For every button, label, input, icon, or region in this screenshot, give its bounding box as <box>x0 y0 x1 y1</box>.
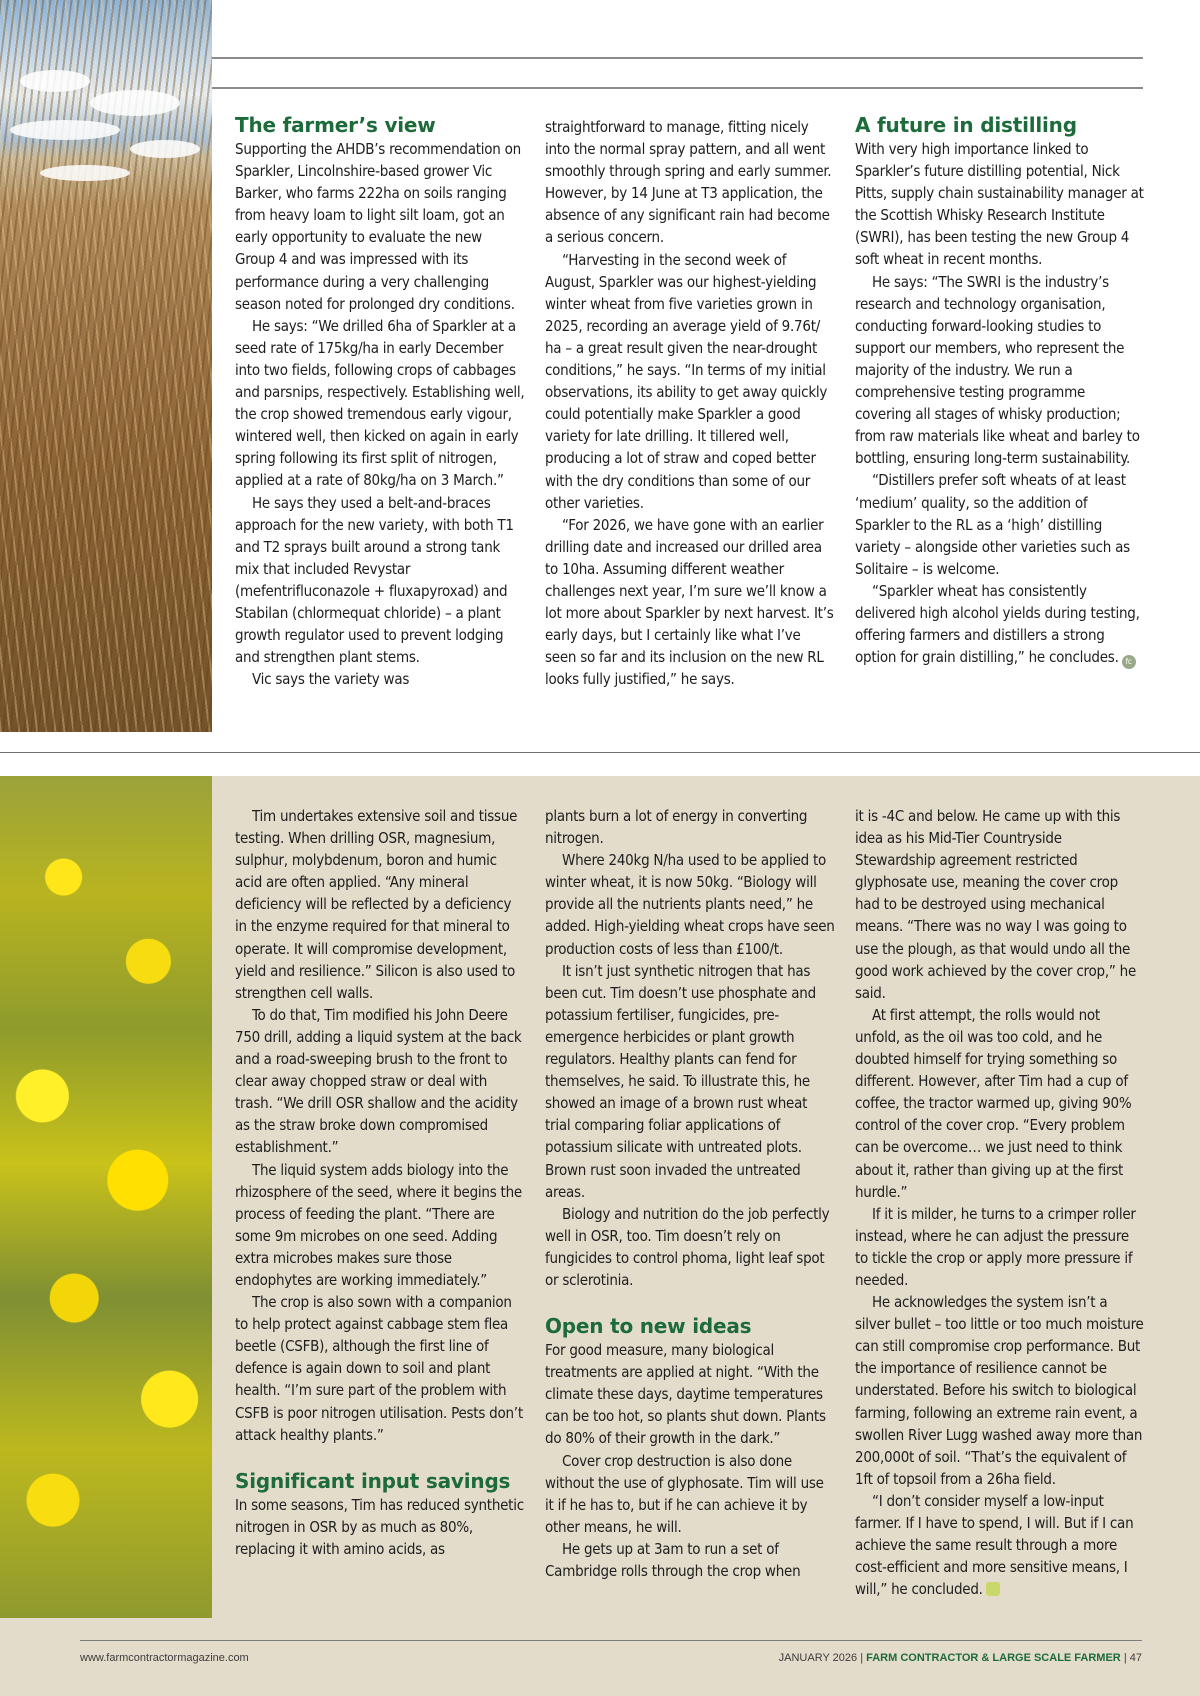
page-number: 47 <box>1129 1652 1142 1664</box>
paragraph: Where 240kg N/ha used to be applied to winter wheat, it is now 50kg. “Biology will provide all the nutrients plants need,” he added. High-yielding wheat crops have seen production costs of less than £100/t. <box>545 851 835 958</box>
top-column-1 <box>235 112 525 690</box>
paragraph: plants burn a lot of energy in converting nitrogen. <box>545 807 808 848</box>
bottom-column-3 <box>855 805 1145 1600</box>
top-column-3 <box>855 112 1145 669</box>
issue-date: JANUARY 2026 <box>778 1652 858 1664</box>
footer-separator: | <box>1123 1652 1127 1664</box>
paragraph: With very high importance linked to Sparkler’s future distilling potential, Nick Pitts, supply chain sustainability manager at the Scottish Whisky Research Institute (SWRI), has been testing the new Group 4 soft wheat in recent months. <box>855 140 1144 269</box>
footer-issue <box>779 1652 1142 1664</box>
heading-open-to-new-ideas: Open to new ideas <box>545 1314 752 1339</box>
paragraph: it is -4C and below. He came up with this idea as his Mid-Tier Countryside Stewardship agreement restricted glyphosate use, meaning the cover crop had to be destroyed using mechanical means. “There was no way I was going to use the plough, as that would undo all the good work achieved by the cover crop,” he said. <box>855 807 1136 1002</box>
wheat-field-photo <box>0 0 212 732</box>
magazine-title: FARM CONTRACTOR & LARGE SCALE FARMER <box>866 1652 1121 1664</box>
paragraph: “For 2026, we have gone with an earlier drilling date and increased our drilled area to 10ha. Assuming different weather challenges next year, I’m sure we’ll know a lot more about Sparkler by next harvest. It’s early days, but I certainly like what I’ve seen so far and its inclusion on the new RL looks fully justified,” he says. <box>545 515 834 689</box>
paragraph: “Distillers prefer soft wheats of at least ‘medium’ quality, so the addition of Sparkler to the RL as a ‘high’ distilling variety – alongside other varieties such as Solitaire – is welcome. <box>855 471 1130 578</box>
end-of-article-icon: fc <box>1122 655 1136 669</box>
bottom-column-1 <box>235 805 525 1560</box>
bottom-column-2 <box>545 805 835 1582</box>
paragraph: Cover crop destruction is also done without the use of glyphosate. Tim will use it if he has to, but if he can achieve it by other means, he will. <box>545 1451 824 1536</box>
paragraph: He says: “The SWRI is the industry’s research and technology organisation, conducting forward-looking studies to support our members, who represent the majority of the industry. We run a comprehensive testing programme covering all stages of whisky production; from raw materials like wheat and barley to bottling, ensuring long-term sustainability. <box>855 272 1140 468</box>
paragraph: In some seasons, Tim has reduced synthetic nitrogen in OSR by as much as 80%, replacing it with amino acids, as <box>235 1495 524 1558</box>
paragraph: At first attempt, the rolls would not unfold, as the oil was too cold, and he doubted himself for trying something so different. However, after Tim had a cup of coffee, the tractor warmed up, giving 90% control of the cover crop. “Every problem can be overcome… we just need to think about it, rather than giving up at the first hurdle.” <box>855 1005 1132 1201</box>
section-divider <box>0 752 1200 753</box>
paragraph: Vic says the variety was <box>252 670 410 689</box>
paragraph: Biology and nutrition do the job perfectly well in OSR, too. Tim doesn’t rely on fungicides to control phoma, light leaf spot or sclerotinia. <box>545 1204 830 1289</box>
paragraph: straightforward to manage, fitting nicely into the normal spray pattern, and all went smoothly through spring and early summer. However, by 14 June at T3 application, the absence of any significant rain had become a serious concern. <box>545 118 832 247</box>
heading-farmers-view: The farmer’s view <box>235 113 436 137</box>
footer-rule <box>80 1640 1142 1641</box>
top-rule <box>212 57 1143 59</box>
paragraph: He gets up at 3am to run a set of Cambridge rolls through the crop when <box>545 1539 801 1580</box>
paragraph-text: “Sparkler wheat has consistently delivered high alcohol yields during testing, offering farmers and distillers a strong option for grain distilling,” he concludes. <box>855 581 1140 667</box>
paragraph: He says: “We drilled 6ha of Sparkler at a seed rate of 175kg/ha in early December into two fields, following crops of cabbages and parsnips, respectively. Establishing well, the crop showed tremendous early vigour, wintered well, then kicked on again in early spring following its first split of nitrogen, applied at a rate of 80kg/ha on 3 March.” <box>235 316 525 490</box>
paragraph-text: “I don’t consider myself a low-input farmer. If I have to spend, I will. But if I can achieve the same result through a more cost-efficient and more sensitive means, I will,” he concluded. <box>855 1491 1134 1599</box>
paragraph: To do that, Tim modified his John Deere 750 drill, adding a liquid system at the back and a road-sweeping brush to the front to clear away chopped straw or deal with trash. “We drill OSR shallow and the acidity as the straw broke down compromised establishment.” <box>235 1005 522 1157</box>
paragraph <box>855 1490 1145 1600</box>
paragraph: “Harvesting in the second week of August, Sparkler was our highest-yielding winter wheat from five varieties grown in 2025, recording an average yield of 9.76t/ ha – a great result given the near-drought conditions,” he says. “In terms of my initial observations, its ability to get away quickly could potentially make Sparkler a good variety for late drilling. It tillered well, producing a lot of straw and coped better with the dry conditions than some of our other varieties. <box>545 250 828 512</box>
paragraph: It isn’t just synthetic nitrogen that has been cut. Tim doesn’t use phosphate and potassium fertiliser, fungicides, pre-emergence herbicides or plant growth regulators. Healthy plants can fend for themselves, he said. To illustrate this, he showed an image of a brown rust wheat trial comparing foliar applications of potassium silicate with untreated plots. Brown rust soon invaded the untreated areas. <box>545 961 816 1201</box>
paragraph: Tim undertakes extensive soil and tissue testing. When drilling OSR, magnesium, sulphur, molybdenum, boron and humic acid are often applied. “Any mineral deficiency will be reflected by a deficiency in the enzyme required for that mineral to operate. It will compromise development, yield and resilience.” Silicon is also used to strengthen cell walls. <box>235 807 518 1002</box>
oilseed-rape-photo <box>0 776 212 1618</box>
paragraph: He acknowledges the system isn’t a silver bullet – too little or too much moisture can still compromise crop performance. But the importance of resilience cannot be understated. Before his switch to biological farming, following an extreme rain event, a swollen River Lugg washed away more than 200,000t of soil. “That’s the equivalent of 1ft of topsoil from a 26ha field. <box>855 1293 1144 1488</box>
heading-significant-input-savings: Significant input savings <box>235 1468 511 1493</box>
heading-future-in-distilling: A future in distilling <box>855 113 1077 137</box>
paragraph: He says they used a belt-and-braces approach for the new variety, with both T1 and T2 sprays built around a strong tank mix that included Revystar (mefentrifluconazole + fluxapyroxad) and Stabilan (chlormequat chloride) – a plant growth regulator used to prevent lodging and strengthen plant stems. <box>235 493 514 667</box>
end-of-article-icon <box>986 1582 1000 1596</box>
paragraph: Supporting the AHDB’s recommendation on Sparkler, Lincolnshire-based grower Vic Barker, who farms 222ha on soils ranging from heavy loam to light silt loam, got an early opportunity to evaluate the new Group 4 and was impressed with its performance during a very challenging season noted for prolonged dry conditions. <box>235 140 521 313</box>
paragraph: The liquid system adds biology into the rhizosphere of the seed, where it begins the process of feeding the plant. “There are some 9m microbes on one seed. Adding extra microbes makes sure those endophytes are working immediately.” <box>235 1160 522 1289</box>
footer-website[interactable]: www.farmcontractormagazine.com <box>80 1652 249 1664</box>
paragraph: If it is milder, he turns to a crimper roller instead, where he can adjust the pressure to tickle the crop or apply more pressure if needed. <box>855 1204 1136 1289</box>
header-rule <box>212 87 1143 89</box>
paragraph <box>855 580 1145 669</box>
top-column-2 <box>545 116 835 690</box>
paragraph: For good measure, many biological treatments are applied at night. “With the climate these days, daytime temperatures can be too hot, so plants shut down. Plants do 80% of their growth in the dark.” <box>545 1341 826 1448</box>
paragraph: The crop is also sown with a companion to help protect against cabbage stem flea beetle (CSFB), although the first line of defence is again down to soil and plant health. “I’m sure part of the problem with CSFB is poor nitrogen utilisation. Pests don’t attack healthy plants.” <box>235 1293 523 1444</box>
footer-separator: | <box>860 1652 864 1664</box>
